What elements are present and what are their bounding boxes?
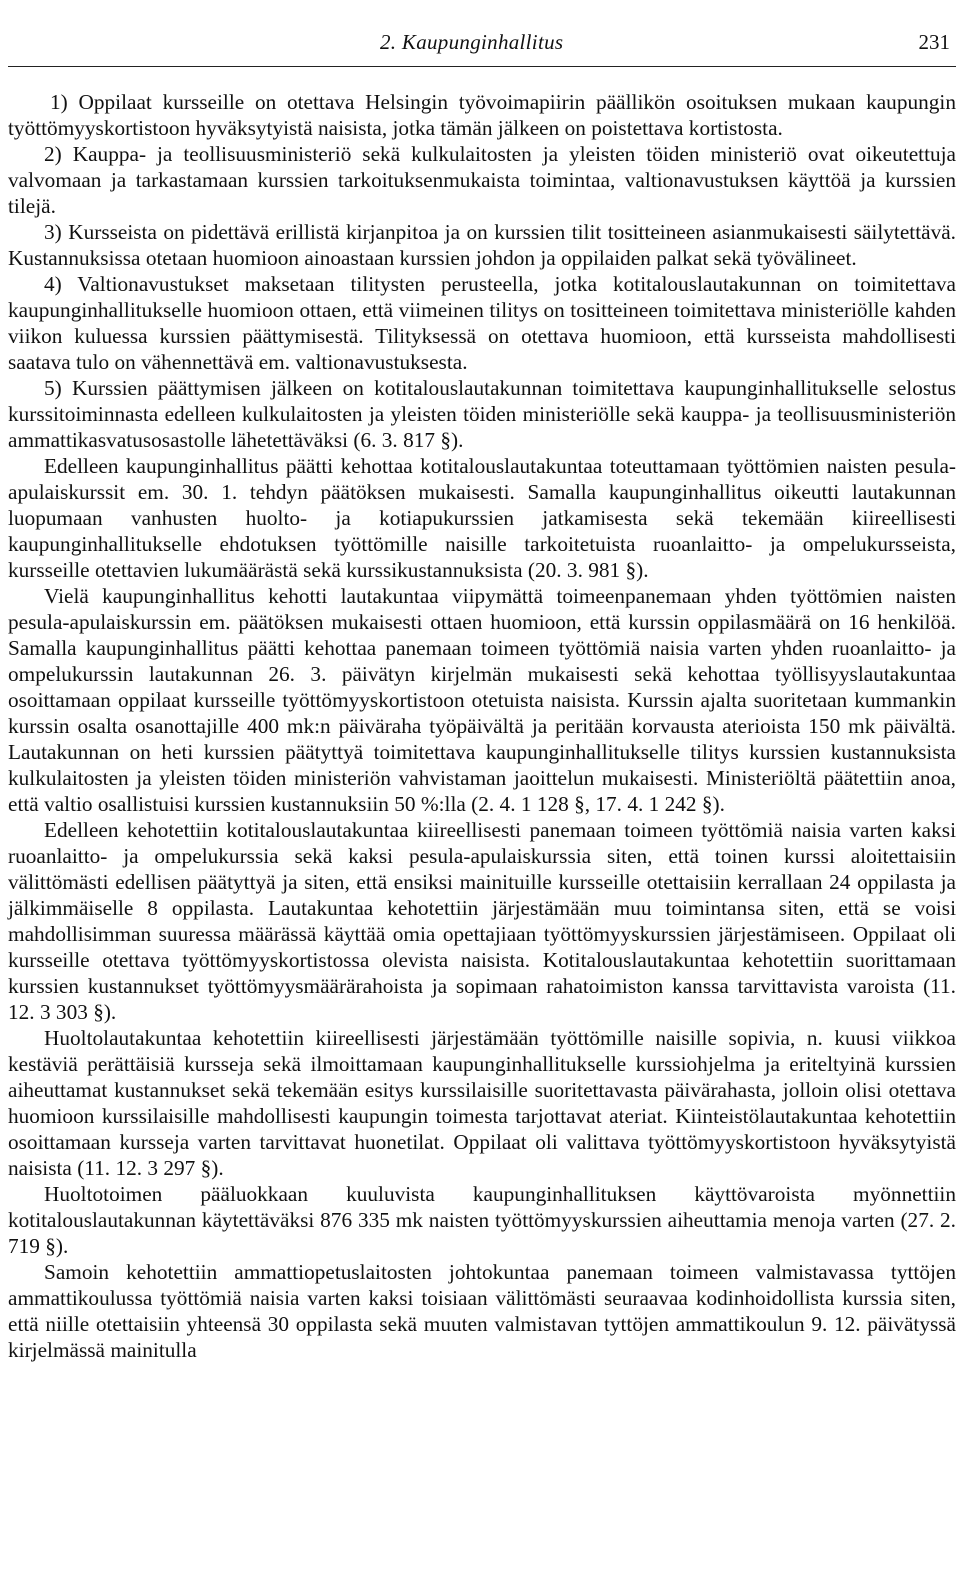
paragraph: 5) Kurssien päättymisen jälkeen on kotitalouslautakunnan toimitettava kaupunginhallitukselle selostus kurssitoiminnasta edelleen kulkulaitosten ja yleisten töiden ministeriölle sekä kauppa- ja teollisuusministeriön ammattikasvatusosastolle lähetettäväksi (6. 3. 817 §).	[8, 376, 956, 452]
paragraph: Samoin kehotettiin ammattiopetuslaitosten johtokuntaa panemaan toimeen valmistavassa tyttöjen ammattikoulussa työttömiä naisia varten kaksi toisiaan välittömästi seuraavaa kodinhoidollista kurssia siten, että niille otettaisiin yhteensä 30 oppilasta sekä muuten valmistavan tyttöjen ammattikoulun 9. 12. päivätyssä kirjelmässä mainitulla	[8, 1260, 956, 1362]
page-number: 231	[918, 30, 950, 54]
paragraph: Huoltotoimen pääluokkaan kuuluvista kaupunginhallituksen käyttövaroista myönnettiin kotitalouslautakunnan käytettäväksi 876 335 mk naisten työttömyyskurssien aiheuttamia menoja varten (27. 2. 719 §).	[8, 1182, 956, 1258]
paragraph: Edelleen kaupunginhallitus päätti kehottaa kotitalouslautakuntaa toteuttamaan työttömien naisten pesula-apulaiskurssit em. 30. 1. tehdyn päätöksen mukaisesti. Samalla kaupunginhallitus oikeutti lautakunnan luopumaan vanhusten huolto- ja kotiapukurssien jatkamisesta sekä tekemään kiireellisesti kaupunginhallitukselle ehdotuksen työttömille naisille tarkoitetuista ruoanlaitto- ja ompelukursseista, kursseille otettavien lukumäärästä sekä kurssikustannuksista (20. 3. 981 §).	[8, 454, 956, 582]
body-text	[8, 67, 956, 1363]
paragraph: Vielä kaupunginhallitus kehotti lautakuntaa viipymättä toimeenpanemaan yhden työttömien naisten pesula-apulaiskurssin em. päätöksen mukaisesti ottaen huomioon, että kurssin oppilasmäärä on 16 henkilöä. Samalla kaupunginhallitus päätti kehottaa panemaan toimeen työttömiä naisia varten yhden ruoanlaitto- ja ompelukurssin lautakunnan 26. 3. päivätyn kirjelmän mukaisesti sekä kehottaa työllisyyslautakuntaa osoittamaan oppilaat kursseille työttömyyskortistoon otetuista naisista. Kurssin ajalta suoritetaan kummankin kurssin osalta osanottajille 400 mk:n päiväraha työpäivältä ja peritään korvausta aterioista 150 mk päivältä. Lautakunnan on heti kurssien päätyttyä toimitettava kaupunginhallitukselle tilitys kurssien kustannuksista kulkulaitosten ja yleisten töiden ministeriön vahvistaman jaoittelun mukaisesti. Ministeriöltä päätettiin anoa, että valtio osallistuisi kurssien kustannuksiin 50 %:lla (2. 4. 1 128 §, 17. 4. 1 242 §).	[8, 584, 956, 816]
paragraph: 1) Oppilaat kursseille on otettava Helsingin työvoimapiirin päällikön osoituksen mukaan kaupungin työttömyyskortistoon hyväksytyistä naisista, jotka tämän jälkeen on poistettava kortistosta.	[8, 90, 956, 140]
paragraph: Edelleen kehotettiin kotitalouslautakuntaa kiireellisesti panemaan toimeen työttömiä naisia varten kaksi ruoanlaitto- ja ompelukurssia sekä kaksi pesula-apulaiskurssia siten, että toinen kurssi aloitettaisiin välittömästi edellisen päätyttyä ja siten, että ensiksi mainituille kursseille otettaisiin kerrallaan 24 oppilasta ja jälkimmäiselle 8 oppilasta. Lautakuntaa kehotettiin järjestämään muu toimintansa siten, että se voisi mahdollisimman suuressa määrässä käyttää omia opettajiaan työttömyyskurssien järjestämiseen. Oppilaat oli kursseille otettava työttömyyskortistossa olevista naisista. Kotitalouslautakuntaa kehotettiin suorittamaan kurssien kustannukset työttömyysmäärärahoista ja sopimaan rahatoimiston kanssa tarvittavista varoista (11. 12. 3 303 §).	[8, 818, 956, 1024]
running-title: 2. Kaupunginhallitus	[380, 30, 564, 54]
paragraph: 2) Kauppa- ja teollisuusministeriö sekä kulkulaitosten ja yleisten töiden ministeriö ovat oikeutettuja valvomaan ja tarkastamaan kurssien tarkoituksenmukaista toimintaa, valtionavustuksen käyttöä ja kurssien tilejä.	[8, 142, 956, 218]
paragraph: 4) Valtionavustukset maksetaan tilitysten perusteella, jotka kotitalouslautakunnan on toimitettava kaupunginhallitukselle huomioon ottaen, että viimeinen tilitys on tositteineen toimitettava ministeriölle kahden viikon kuluessa kurssien päättymisestä. Tilityksessä on otettava huomioon, että kursseista mahdollisesti saatava tulo on vähennettävä em. valtionavustuksesta.	[8, 272, 956, 374]
paragraph: Huoltolautakuntaa kehotettiin kiireellisesti järjestämään työttömille naisille sopivia, n. kuusi viikkoa kestäviä perättäisiä kursseja sekä ilmoittamaan kaupunginhallitukselle kurssiohjelma ja eriteltyinä kurssien aiheuttamat kustannukset sekä tekemään esitys kurssilaisille suoritettavasta päivärahasta, jolloin olisi otettava huomioon kurssilaisille mahdollisesti kaupungin toimesta tarjottavat ateriat. Kiinteistölautakuntaa kehotettiin osoittamaan kursseja varten tarvittavat huonetilat. Oppilaat oli valittava työttömyyskortistoon hyväksytyistä naisista (11. 12. 3 297 §).	[8, 1026, 956, 1180]
paragraph: 3) Kursseista on pidettävä erillistä kirjanpitoa ja on kurssien tilit tositteineen asianmukaisesti säilytettävä. Kustannuksissa otetaan huomioon ainoastaan kurssien johdon ja oppilaiden palkat sekä työvälineet.	[8, 220, 956, 270]
document-page	[8, 0, 956, 1363]
page-header	[8, 0, 956, 67]
